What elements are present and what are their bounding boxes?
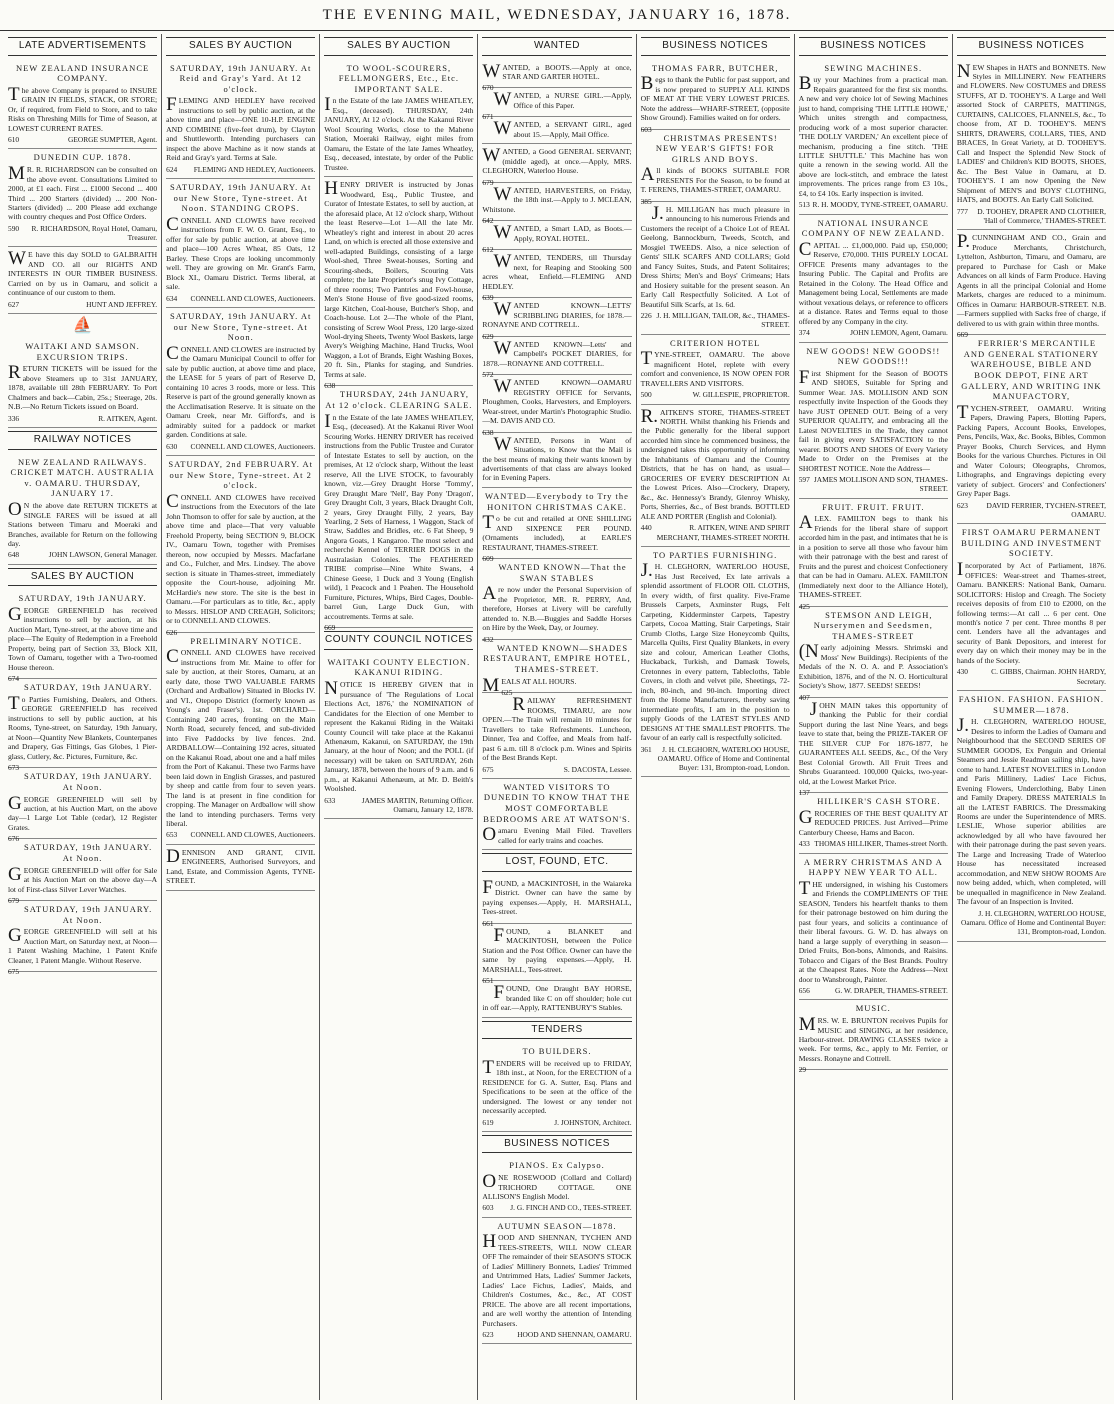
ad-body: TYCHEN-STREET, OAMARU. Writing Papers, Drawing Papers, Blotting Papers, Packing Papers, Account Books, Envelopes, Pens, Pencils, Wax, &c. Books, Bibles, Common Prayer Books, Church Services, and Hymn Books for the various Churches. Pictures in Oil and Water Colours; Oleographs, Chromos, Lithographs, and Engravings depicting every variety of subject. Grocers' and Confectioners' Grey Paper Bags. <box>956 401 1106 499</box>
advertisement <box>482 337 632 380</box>
section-heading: SALES BY AUCTION <box>8 568 157 587</box>
ad-signature <box>166 165 315 174</box>
ad-number: 572 <box>482 370 494 380</box>
ad-body: TYNE-STREET, OAMARU. The above magnificent Hotel, replete with every comfort and convenience, IS NOW OPEN FOR TRAVELLERS AND VISITORS. <box>640 348 790 388</box>
ad-body: RAILWAY REFRESHMENT ROOMS, TIMARU, are now OPEN.—The Train will remain 10 minutes for Travellers to take Refreshments. Luncheon, Dinner, Tea and Coffee, and Meals from half-past 6 a.m. till 8 o'clock p.m. Wines and Spirits of the Best Brands Kept. <box>482 694 632 763</box>
ad-signature <box>799 986 948 995</box>
ad-body: GEORGE GREENFIELD will sell by auction, at his Auction Mart, on the above day—1 Large Lot Table (cedar), 12 Register Grates. <box>8 792 158 832</box>
ad-signature-text: CONNELL AND CLOWES, Auctioneers. <box>190 293 316 303</box>
ad-heading: NEW GOODS! NEW GOODS!! NEW GOODS!!! <box>806 345 941 367</box>
ad-signature-text: D. TOOHEY, DRAPER AND CLOTHIER, 'Hall of Commerce,' THAMES-STREET. <box>977 206 1106 226</box>
ad-body: (Nearly adjoining Messrs. Shrimski and Moss' New Buildings). Recipients of the Medals of the N. O. A. and P. Association's Exhibition, 1876, and of the N. O. Horticultural Society's Show, 1877. SEEDS! SEEDS! <box>798 641 948 691</box>
advertisement <box>8 454 157 565</box>
ad-number: 612 <box>482 245 494 255</box>
ad-body: J.H. CLEGHORN, WATERLOO HOUSE, Desires to inform the Ladies of Oamaru and Neighbourhood that the SECOND SERIES OF SUMMER GOODS, Ex Penguin and Oriental Steamers and Jessie Readman sailing ship, have come to hand. LATEST NOVELTIES in London and Paris Millinery, Ladies' Lace Fichus, Evening Flowers, Underclothing, Baby Linen and Family Drapery. DRESS MATERIALS In all the LATEST FABRICS. The Dressmaking Rooms are under the Superintendence of MRS. LESLIE, Whose superior abilities are acknowledged by all who have favoured her with their patronage during the past seven years. The Large and Increasing Trade of Waterloo House has necessitated increased accommodation, and NEW SHOW ROOMS Are now being added, which, when completed, will be unequalled in magnificence in New Zealand. The favour of an Inspection is Invited. <box>956 715 1106 907</box>
ad-body: Buy your Machines from a practical man. Repairs guaranteed for the first six months. A new and very choice lot of Sewing Machines just to hand, comprising 'THE LITTLE HOWE,' Which unites strength and compactness, producing work of a most superior character. 'THE DOLLY VARDEN,' An excellent piece of mechanism, producing a fine stitch. 'THE LITTLE SHUTTLE.' This Machine has won quite a renown in the sewing world. All the above are lock-stitch, and embrace the latest improvements. The prices range from £3 10s., £4, to £4 10s. Early inspection is invited. <box>798 73 948 198</box>
section-heading: SALES BY AUCTION <box>324 37 473 56</box>
ad-body: J.H. MILLIGAN has much pleasure in announcing to his numerous Friends and Customers the receipt of a Choice Lot of REAL Geelong, Bannockburn, Tweeds, Scotch, and Mosgiel TWEEDS. Also, a nice selection of Gents' SILK SCARFS AND COLLARS; Gold and Fancy Suites, Studs, and Patent Solitaires; Dress Shirts; Men's and Boys' Crimeans; Hats and Hosiery suitable for the present season. An Early Call Respectfully Solicited. A Lot of Beautiful Silk Scarfs, at 1s. 6d. <box>640 202 790 309</box>
advertisement <box>957 60 1106 231</box>
ad-body: GEORGE GREENFIELD will sell at his Auction Mart, on Saturday next, at Noon—1 Patent Washing Machine, 1 Patent Knife Cleaner, 1 Patent Mangle. Without Reserve. <box>8 925 158 965</box>
ad-body: WE have this day SOLD to GALBRAITH AND CO. all our RIGHTS AND INTERESTS IN OUR TIMBER BUSINESS. Carried on by us in Oamaru, and solicit a continuance of our custom to them. <box>8 248 158 298</box>
ad-number: 661 <box>482 918 494 928</box>
advertisement <box>640 60 790 134</box>
ad-body: WANTED, HARVESTERS, on Friday, the 18th inst.—Apply to J. MCLEAN, Whitstone. <box>482 183 632 214</box>
ad-body: Are now under the Personal Supervision of the Proprietor, MR. R. PERRY, And, therefore, Horses at Livery will be carefully attended to. N.B.—Buggies and Saddle Horses on Hire by the Week, Day, or Journey. <box>482 583 632 633</box>
ad-number: 777 <box>956 206 968 216</box>
ad-body: RETURN TICKETS will be issued for the above Steamers up to 31st JANUARY, 1878, available till 28th FEBRUARY. To Port Chalmers and back—Cabin, 25s.; Steerage, 20s. N.B.—No Return Tickets issued on Board. <box>8 362 158 412</box>
ad-body: In the Estate of the late JAMES WHEATLEY, Esq., (deceased). At the Kakanui River Wool Scouring Works. HENRY DRIVER has received instructions from the Public Trustee and Curator of Intestate Estates to sell by auction, on the premises, At 12 o'clock sharp, Without the least reserve, All the LIVE STOCK, to favourably known, viz.—Grey Draught Horse 'Tommy', Grey Draught Mare 'Nell', Bay Pony 'Dragon', Grey Draught Colt, 3 years, Black Draught Colt, 2 years, Grey Draught Filly, 2 years, Bay Yearling, 2 Sets of Harness, 1 Waggon, Stack of Straw, Saddles and Bridles, etc. 6 Fat Sheep, 9 Angora Goats, 1 Kangaroo. The most select and recherché Kennel of TERRIER DOGS in the Australasian Colonies. The FEATHERED TRIBE comprise—Nine White Swans, 4 Chinese Geese, 1 Duck and 3 Young (English wild), 1 Peacock and 1 Peahen. The Household Furniture, Pictures, Whips, Bird Cages, Double-barrel Gun, Large Duck Gun, with accoutrements. Terms at sale. <box>324 410 474 621</box>
ad-body: CONNELL AND CLOWES have received instructions from Mr. Maine to offer for sale by auction, at their Stores, Oamaru, at an early date, those TWO VALUABLE FARMS (Orchard and Ardballow) Situated in Blocks IV. and VI., Otepopo District (formerly known as Young's and Fraser's). 1st. ORCHARD—Containing 240 acres, fronting on the Main North Road, securely fenced, and sub-divided into Five Paddocks by live fences. 2nd. ARDBALLOW—Containing 192 acres, situated on the Kakanui Road, about one and a half miles from the Port of Kakanui. These two Farms have been laid down in English Grasses, and pastured by sheep and cattle from four to seven years. The land is at present in fine condition for cropping. The Manager on Ardballow will show the land to intending purchasers. Terms very liberal. <box>166 646 316 828</box>
ad-signature-text: S. DACOSTA, Lessee. <box>563 764 632 774</box>
ad-signature <box>8 224 157 243</box>
ad-signature-text: R. AITKEN, Agent. <box>98 413 158 423</box>
ad-number: 674 <box>8 674 20 684</box>
ad-signature-text: JAMES MOLLISON AND SON, THAMES-STREET. <box>813 475 948 494</box>
ad-number: 610 <box>8 135 20 145</box>
ad-body: GROCERIES OF THE BEST QUALITY AT REDUCED PRICES. Just Arrived—Prime Canterbury Cheese, Hams and Bacon. <box>798 806 948 837</box>
ad-signature <box>324 796 473 815</box>
ad-body: MEALS AT ALL HOURS. <box>482 674 577 696</box>
newspaper-masthead: THE EVENING MAIL, WEDNESDAY, JANUARY 16, 1878. <box>0 0 1114 31</box>
ad-body: WANTED, a SERVANT GIRL, aged about 15.—Apply, Mail Office. <box>493 118 632 140</box>
ad-body: Begs to thank the Public for past support, and is now prepared to SUPPLY ALL KINDS OF MEAT AT THE VERY LOWEST PRICES. Note the address—WHARF-STREET, (opposite Show Ground). Families waited on for orders. <box>640 73 790 123</box>
advertisement <box>956 230 1106 340</box>
ad-number: 669 <box>324 623 336 633</box>
ad-heading: SATURDAY, 19th JANUARY. At our New Store, Tyne-street. At Noon. STANDING CROPS. <box>170 182 312 214</box>
advertisement <box>8 60 157 150</box>
ad-body: R.AITKEN'S STORE, THAMES-STREET NORTH. Whilst thanking his Friends and the Public generally for the liberal support accorded him since he commenced business, the undersigned takes this opportunity of informing the Inhabitants of Oamaru and the Country Districts, that he has on hand, as usual—GROCERIES OF EVERY DESCRIPTION At the Lowest Prices. Also—Crockery, Drapery, &c., &c. Hennessy's Brandy, Glenroy Whisky, Ports, Sherries, &c., of Best brands. BOTTLED ALE AND PORTER (English and Colonial). <box>640 405 790 521</box>
section-heading: SALES BY AUCTION <box>166 37 315 56</box>
ad-body: The above Company is prepared to INSURE GRAIN IN FIELDS, STACK, OR STORE; Or, if required, from Field to Store, and to take Risks on Threshing Mills for Time of Season, at LOWEST CURRENT RATES. <box>8 83 158 133</box>
advertisement <box>324 386 474 633</box>
ad-number: 624 <box>166 164 178 174</box>
advertisement-columns <box>4 34 1110 1400</box>
ad-body: Incorporated by Act of Parliament, 1876. OFFICES: Wear-street and Thames-street, Oamaru. BANKERS: National Bank, Oamaru. SOLICITORS: Hislop and Creagh. The Society receives deposits of from £10 to £2000, on the following terms:—At call ... 6 per cent. One month's notice 7 per cent. Three months 8 per cent. Lenders have all the advantages and security of Bank Depositors, and interest for every day on which their money may be in the hands of the Society. <box>956 559 1106 665</box>
ad-body: Oamaru Evening Mail Filed. Travellers called for early trains and coaches. <box>482 824 632 846</box>
advertisement <box>799 343 948 499</box>
advertisement <box>798 698 948 798</box>
ad-heading: PIANOS. Ex Calypso. <box>509 1160 605 1171</box>
advertisement <box>641 547 790 778</box>
advertisement <box>799 215 948 343</box>
ad-signature-text: DAVID FERRIER, TYCHEN-STREET, OAMARU. <box>986 500 1106 519</box>
advertisement <box>482 693 631 779</box>
ad-heading: WAITAKI AND SAMSON. EXCURSION TRIPS. <box>25 341 140 362</box>
advertisement <box>8 679 158 773</box>
ad-heading: CRITERION HOTEL <box>669 337 761 348</box>
ad-signature-text: JAMES MARTIN, Returning Officer. Oamaru, January 12, 1878. <box>361 795 474 815</box>
ad-body: WANTED, a NURSE GIRL.—Apply, Office of this Paper. <box>493 89 632 111</box>
ad-number: 629 <box>482 331 494 341</box>
ad-number: 676 <box>8 834 20 844</box>
advertisement <box>482 221 632 255</box>
advertisement <box>798 607 948 702</box>
ad-signature <box>166 294 315 303</box>
ad-heading: SEWING MACHINES. <box>824 62 923 73</box>
newspaper-column <box>637 34 795 1400</box>
ad-number: 642 <box>482 216 494 226</box>
ad-signature <box>957 667 1106 686</box>
ad-number: 638 <box>324 381 336 391</box>
ad-signature-text: GEORGE SUMPTER, Agent. <box>68 135 158 145</box>
ad-number: 679 <box>8 896 20 906</box>
ad-body: WANTED, TENDERS, till Thursday next, for Reaping and Stooking 500 acres wheat, Enfield.—FLEMING AND HEDLEY. <box>482 251 632 291</box>
ad-signature <box>482 1330 631 1339</box>
ad-number: 597 <box>798 475 810 485</box>
ad-signature <box>482 1203 631 1212</box>
section-heading: BUSINESS NOTICES <box>799 37 948 56</box>
ad-body: WANTED, a Good GENERAL SERVANT; (middle aged), at once.—Apply, MRS. CLEGHORN, Waterloo House. <box>482 145 632 176</box>
ad-number: 625 <box>501 688 513 698</box>
advertisement <box>798 1000 948 1075</box>
ad-signature <box>482 765 631 774</box>
ad-heading: NATIONAL INSURANCE COMPANY OF NEW ZEALAND. <box>801 217 945 239</box>
ad-heading: FASHION. FASHION. FASHION. SUMMER—1878. <box>958 693 1105 715</box>
ad-body: NEW Shapes in HATS and BONNETS. New Styles in MILLINERY. New FEATHERS and FLOWERS. New COSTUMES and DRESS STUFFS, AT D. TOOHEY'S. A Large and Well assorted Stock of CARPETS, MATTINGS, CURTAINS, CALICOES, FLANNELS, &c., To choose from, AT D. TOOHEY'S. MEN'S SHIRTS, DRAWERS, COLLARS, TIES, AND BRACES, In Great Variety, at D. TOOHEY'S. Call and Inspect the Splendid New Stock of LADIES' and Children's KID BOOTS, SHOES, &c. The Best Value in Oamaru, at D. TOOHEY'S. I am now Opening the New Shipment of MEN'S and BOYS' CLOTHING, HATS, and BOOTS. An Early Call Solicited. <box>956 60 1106 205</box>
section-heading: TENDERS <box>482 1021 631 1040</box>
advertisement <box>482 924 632 986</box>
ad-heading: FIRST OAMARU PERMANENT BUILDING AND INVESTMENT SOCIETY. <box>961 527 1102 559</box>
ad-heading: FERRIER'S MERCANTILE AND GENERAL STATIONERY WAREHOUSE, BIBLE AND BOOK DEPOT, FINE ART GALLERY, AND WRITING INK MANUFACTORY, <box>961 338 1102 402</box>
ad-signature <box>8 135 157 144</box>
ad-signature-text: G. W. DRAPER, THAMES-STREET. <box>834 986 948 996</box>
ad-number: 656 <box>798 986 810 996</box>
newspaper-column <box>4 34 162 1400</box>
ad-number: 648 <box>8 550 20 560</box>
section-heading: COUNTY COUNCIL NOTICES <box>324 631 473 650</box>
ad-body: JOHN MAIN takes this opportunity of thanking the Public for their cordial Support during the last Nine Years, and begs leave to state that, being the PRIZE-TAKER OF THE SILVER CUP For 1876-1877, he GUARANTEES ALL SEEDS, &c., Of the Very Best Colonial Growth. All Fruit Trees and Shrubs Guaranteed. 100,000 Quicks, two-year-old, at the Lowest Market Price. <box>798 698 948 786</box>
ad-number: 603 <box>482 1203 494 1213</box>
ad-number: 651 <box>482 976 494 986</box>
ad-signature <box>166 830 315 839</box>
ad-body: WANTED, a Smart LAD, as Boots.—Apply, ROYAL HOTEL. <box>493 222 632 244</box>
newspaper-column <box>320 34 478 1400</box>
advertisement <box>482 183 632 226</box>
ad-heading: THOMAS FARR, BUTCHER, <box>651 62 779 73</box>
ad-body: CAPITAL ... £1,000,000. Paid up, £50,000; Reserve, £70,000. THIS PURELY LOCAL OFFICE Presents many advantages to the Insuring Public. The Capital and Profits are Retained in the Colony. The Head Office and Management being Local, Settlements are made without vexatious delays, or reference to officers at a distance. Rates and Terms equal to those offered by any Company in the city. <box>798 238 948 326</box>
ad-number: 590 <box>8 223 20 233</box>
ad-heading: AUTUMN SEASON—1878. <box>497 1220 617 1231</box>
advertisement <box>482 1157 631 1217</box>
ad-number: 29 <box>798 1065 807 1075</box>
ad-heading: WANTED—Everybody to Try the HONITON CHRISTMAS CAKE. <box>485 490 629 512</box>
ad-body: ALEX. FAMILTON begs to thank his Friends for the liberal share of support accorded him in the past, and intimates that he is in a position to serve all those who favour him with their patronage with the best and rarest of Fruits and the purest and choicest Confectionery that can be had in Oamaru. ALEX. FAMILTON (Immediately next door to the Alliance Hotel), THAMES-STREET. <box>798 512 948 600</box>
advertisement <box>799 793 948 853</box>
advertisement <box>482 375 632 437</box>
ad-signature-text: J. H. MILLIGAN, TAILOR, &c., THAMES-STREET. <box>656 311 790 330</box>
ad-signature-text: THOMAS HILLIKER, Thames-street North. <box>814 839 948 849</box>
ad-number: 500 <box>640 390 652 400</box>
advertisement <box>8 768 158 844</box>
advertisement <box>482 250 632 303</box>
ad-heading: WANTED KNOWN—SHADES RESTAURANT, EMPIRE HOTEL, THAMES-STREET. <box>483 642 631 675</box>
ad-number: 226 <box>640 311 652 321</box>
ad-signature-text: J. JOHNSTON, Architect. <box>554 1117 632 1127</box>
advertisement <box>482 488 632 564</box>
ad-signature-text: J. H. CLEGHORN, WATERLOO HOUSE, Oamaru. Office of Home and Continental Buyer: 131, Brompton-road, London. <box>961 908 1106 937</box>
ad-signature <box>799 328 948 337</box>
ad-number: 374 <box>798 328 810 338</box>
advertisement <box>482 981 631 1017</box>
ad-body: DENNISON AND GRANT, CIVIL ENGINEERS, Authorised Surveyors, and Land, Estate, and Commission Agents, TYNE-STREET. <box>166 845 316 886</box>
ad-heading: SATURDAY, 19th JANUARY. At Noon. <box>24 842 153 864</box>
ad-heading: TO PARTIES FURNISHING. <box>653 549 778 560</box>
ad-number: 634 <box>166 293 178 303</box>
ad-body: ONE ROSEWOOD (Collard and Collard) TRICHORD COTTAGE. ONE ALLISON'S English Model. <box>482 1171 632 1201</box>
ad-body: To Parties Furnishing, Dealers, and Others. GEORGE GREENFIELD has received instructions to sell by public auction, at his Rooms, Tyne-street, on Saturday, 19th January, at Noon—Quantity New Blankets, Counterpanes and Drapery, Gas Fittings, Gas Globes, 1 Pier-glass, Cutlery, &c. Pictures, Furniture, &c. <box>8 692 158 761</box>
advertisement <box>640 130 790 206</box>
ad-heading: WANTED KNOWN—That the SWAN STABLES <box>498 562 627 583</box>
advertisement <box>482 433 631 488</box>
ad-body: HENRY DRIVER is instructed by Jonas Woodward, Esq., Public Trustee, and Curator of Intestate Estates, to sell by auction, at the aforesaid place, At 12 o'clock sharp, Without the least Reserve—Lot 1—All the late Mr. Wheatley's right and interest in about 20 acres Land, on which is erected all those extensive and well-adapted Buildings, consisting of a large Wool-shed, Three Sweat-houses, Sorting and Scouring-sheds, Boilers, Scouring Vats complete; the late Proprietor's snug Ivy Cottage, of three rooms; Two Pantries and Fowl-house, Men's Stone House of five good-sized rooms, large Kitchen, Coal-house, Butcher's Shop, and Coach-house. Lot 2—The whole of the Plant, consisting of Screw Wool Press, 120 large-sized Wool-drying Sheets, Twenty Wool Baskets, large Avery's Weighing Machine, Hand Trucks, Wool Waggon, a Lot of Brands, Eight Washing Boxes, 20 ft. Sin., Planks for staging, and Sundries. Terms at sale. <box>324 178 474 379</box>
ad-heading: NEW ZEALAND INSURANCE COMPANY. <box>15 62 150 84</box>
ad-signature-text: HUNT AND JEFFREY. <box>86 299 158 309</box>
ad-signature-text: JOHN LEMON, Agent, Oamaru. <box>850 328 948 338</box>
ad-signature <box>799 839 948 848</box>
ad-number: 669 <box>956 330 968 340</box>
ad-body: FOUND, a MACKINTOSH, in the Waiareka District. Owner can have the same by paying expenses.—Apply, H. MARSHALL, Tees-street. <box>482 876 632 917</box>
ad-body: GEORGE GREENFIELD will offer for Sale at his Auction Mart on the above day—A lot of First-class Silver Lever Watches. <box>8 863 158 894</box>
ad-body: WANTED, Persons in Want of Situations, to Know that the Mail is the best means of making their wants known by advertisements of that class are always looked for in Evening Papers. <box>482 433 632 483</box>
advertisement <box>482 1218 631 1345</box>
ad-number: 627 <box>8 299 20 309</box>
ad-signature-text: FLEMING AND HEDLEY, Auctioneers. <box>193 164 316 174</box>
advertisement <box>482 876 632 928</box>
ad-heading: SATURDAY, 19th JANUARY. At Reid and Gray's Yard. At 12 o'clock. <box>170 62 312 94</box>
ad-number: 638 <box>482 427 494 437</box>
ad-signature <box>957 501 1106 520</box>
ad-body: All kinds of BOOKS SUITABLE FOR PRESENTS For the Season, to be found at T. FERENS, THAMES-STREET, OAMARU. <box>640 164 790 195</box>
ad-body: CONNELL AND CLOWES have received instructions from F. W. O. Grant, Esq., to offer for sale by public auction, at above time and place—100 Acres Wheat, 85 Oats, 12 Barley. These Crops are looking uncommonly well. They are growing on Mr. Grant's Farm, Block XI., Oamaru District. Terms liberal, at sale. <box>166 213 316 292</box>
ad-signature <box>641 390 790 399</box>
ad-heading: NEW ZEALAND RAILWAYS. CRICKET MATCH. AUSTRALIA v. OAMARU. THURSDAY, JANUARY 17. <box>10 456 155 499</box>
ad-signature-text: HOOD AND SHENNAN, OAMARU. <box>517 1330 632 1340</box>
ad-heading: CHRISTMAS PRESENTS! NEW YEAR'S GIFTS! FOR GIRLS AND BOYS. <box>655 132 778 164</box>
ad-heading: STEMSON AND LEIGH, Nurserymen and Seedsmen, THAMES-STREET <box>813 609 933 641</box>
ad-number: 626 <box>166 627 178 637</box>
ad-body: WANTED, a BOOTS.—Apply at once, STAR AND GARTER HOTEL. <box>482 60 632 82</box>
ad-body: GEORGE GREENFIELD has received instructions to sell by auction, at his Auction Mart, Tyne-street, at the above time and place—The Equity of Redemption in a Freehold Property, being part of Section 33, Block XII, Town of Oamaru, together with a Two-roomed House thereon. <box>8 603 158 672</box>
ad-body: WANTED KNOWN—OAMARU REGISTRY OFFICE for Servants, Ploughmen, Cooks, Harvesters, and Employers. Wear-street, under Martin's Photographic Studio.—M. DAVIS AND CO. <box>482 376 632 426</box>
ad-heading: PRELIMINARY NOTICE. <box>190 635 303 646</box>
ad-number: 623 <box>956 500 968 510</box>
advertisement <box>482 779 631 850</box>
section-heading: LOST, FOUND, ETC. <box>482 853 631 872</box>
advertisement <box>324 60 473 178</box>
ad-number: 673 <box>8 763 20 773</box>
advertisement <box>482 88 632 122</box>
ad-number: 623 <box>482 1330 494 1340</box>
ad-signature <box>799 200 948 209</box>
ad-heading: WANTED VISITORS TO DUNEDIN TO KNOW THAT THE MOST COMFORTABLE BEDROOMS ARE AT WATSON'S. <box>483 781 631 824</box>
advertisement <box>482 117 631 144</box>
ad-heading: THURSDAY, 24th JANUARY, At 12 o'clock. CLEARING SALE. <box>325 389 473 411</box>
section-heading: LATE ADVERTISEMENTS <box>8 37 157 56</box>
ad-heading: SATURDAY, 19th JANUARY. At our New Store, Tyne-street. At Noon. <box>170 311 312 343</box>
ad-body: To be cut and retailed at ONE SHILLING AND SIXPENCE PER POUND. (Ornaments included), at EARLE'S RESTAURANT, THAMES-STREET. <box>482 512 632 552</box>
advertisement <box>8 338 157 428</box>
ad-number: 513 <box>798 200 810 210</box>
ship-icon: ⛵ <box>72 317 93 335</box>
ad-heading: TO BUILDERS. <box>522 1046 592 1057</box>
ad-heading: DUNEDIN CUP. 1878. <box>33 152 132 163</box>
ad-body: ON the above date RETURN TICKETS at SINGLE FARES will be issued at all Stations between Timaru and Moeraki and Branches, available for Return on the following day. <box>8 499 158 548</box>
advertisement <box>957 524 1106 691</box>
ad-body: First Shipment for the Season of BOOTS AND SHOES, Suitable for Spring and Summer Wear. JAS. MOLLISON AND SON respectfully invite Inspection of the Goods they have JUST OPENED OUT. Being of a very SUPERIOR QUALITY, and embracing all the Latest NOVELTIES in the Trade, they cannot fail in giving every SATISFACTION to the wearer. BOOTS AND SHOES Of Every Variety Made to Order on the Premises at the SHORTEST NOTICE. Note the Address— <box>798 366 948 473</box>
advertisement <box>482 144 632 187</box>
advertisement <box>482 298 632 341</box>
ad-signature-text: CONNELL AND CLOWES, Auctioneers. <box>190 441 316 451</box>
advertisement <box>166 179 315 308</box>
ad-signature <box>482 1118 631 1127</box>
ad-signature-text: J. G. FINCH AND CO., TEES-STREET. <box>510 1203 632 1213</box>
ad-body: In the Estate of the late JAMES WHEATLEY, Esq., (deceased). THURSDAY, 24th JANUARY, At 12 o'clock. At the Kakanui River Wool Scouring Works, close to the Maheno Station, Moeraki Railway, eight miles from Oamaru, the Estate of the late James Wheatley, Esq., deceased, intestate, by order of the Public Trustee. <box>324 94 474 172</box>
ad-body: FOUND, One Draught BAY HORSE, branded like C on off shoulder; hole cut in off ear.—Apply, RATTENBURY'S Stables. <box>482 982 632 1013</box>
ad-body: P.CUNNINGHAM AND CO., Grain and Produce Merchants, Christchurch, Lyttelton, Ashburton, Timaru, and Oamaru, are prepared to Purchase for Cash or Make Advances on all kinds of Farm Produce. Having Agents in all the principal Colonial and Home Markets, charges are reduced to a minimum. Offices in Oamaru: HARBOUR-STREET. N.B.—Farmers supplied with Sacks free of charge, if delivered to us with grain within three months. <box>956 231 1106 328</box>
ad-heading: SATURDAY, 2nd FEBRUARY. At our New Store, Tyne-street. At 2 o'clock. <box>168 458 314 491</box>
ad-number: 137 <box>798 788 810 798</box>
ad-body: CONNELL AND CLOWES are instructed by the Oamaru Municipal Council to offer for sale by public auction, at above time and place, the LEASE for 5 years of part of Reserve D, containing 10 acres 3 roods, more or less. This Reserve is part of the ground generally known as the Acclimatisation Reserve. It is situate on the Oamaru Creek, near Mr. Gifford's, and is admirably suited for a paddock or market garden. Conditions at sale. <box>166 342 316 440</box>
advertisement <box>166 308 315 456</box>
advertisement <box>166 456 316 637</box>
ad-body: FOUND, a BLANKET and MACKINTOSH, between the Police Station and the Post Office. Owner can have the same by paying expenses.—Apply, H. MARSHALL, Tees-street. <box>482 924 632 974</box>
newspaper-column <box>162 34 320 1400</box>
advertisement <box>482 640 631 698</box>
advertisement <box>957 691 1106 942</box>
ad-signature <box>957 207 1106 226</box>
section-heading: BUSINESS NOTICES <box>957 37 1106 56</box>
ad-heading: SATURDAY, 19th JANUARY. <box>24 682 153 693</box>
ad-number: 432 <box>482 634 494 644</box>
ad-number: 619 <box>482 1117 494 1127</box>
advertisement <box>166 633 315 845</box>
ad-number: 653 <box>166 830 178 840</box>
ad-body: J.H. CLEGHORN, WATERLOO HOUSE, Has Just Received, Ex late arrivals a splendid assortment of FLOOR OIL CLOTHS, In every width, of first quality. Five-Frame Brussels Carpets, Axminster Rugs, Felt Carpeting, Kidderminster Carpets, Tapestry Carpets, Cocoa Matting, Stair Carpetings, Stair Crumb Cloths, Large Size Honeycomb Quilts, Marcella Quilts, First Quality Blankets, in every size and colour, American Leather Cloths, Huckaback, Turkish, and Damask Towels, Cretonnes in every pattern, Tablecloths, Table Covers, in cloth and velvet pile, Sheetings, 72-inch, 80-inch, and 90-inch. Importing direct from the Home Manufacturers, thereby saving intermediate profits, I am in the position to supply Goods of the LATEST STYLES AND DESIGNS AT THE SMALLEST PROFITS. The favour of an early call is respectfully solicited. <box>640 560 790 743</box>
advertisement <box>8 839 158 906</box>
ad-signature <box>957 909 1106 937</box>
ad-number: 440 <box>640 523 652 533</box>
ad-body: CONNELL AND CLOWES have received instructions from the Executors of the late John Thomson to offer for sale by auction, at the above time and place—That very valuable Freehold Property, being SECTION 9, BLOCK IV., Oamaru Town, together with Premises thereon, now occupied by Messrs. Macfarlane and Co., Fulcher, and Mrs. Lindsey. The above section is situate in Thames-street, immediately opposite the Court-house, adjoining Mr. McHardie's new store. The site is the best in Oamaru.—For particulars as to title, &c., apply to Messrs. HISLOP AND CREAGH, Solicitors; or to CONNELL AND CLOWES. <box>166 490 316 626</box>
advertisement <box>166 60 315 180</box>
ad-heading: FRUIT. FRUIT. FRUIT. <box>822 501 925 512</box>
newspaper-column <box>795 34 953 1400</box>
ad-number: 433 <box>798 839 810 849</box>
section-heading: WANTED <box>482 37 631 56</box>
ad-number: 407 <box>798 692 810 702</box>
section-heading: BUSINESS NOTICES <box>641 37 790 56</box>
advertisement <box>166 845 315 891</box>
ad-signature-text: R. RICHARDSON, Royal Hotel, Oamaru, Treasurer. <box>31 223 158 243</box>
ad-signature <box>641 745 790 773</box>
newspaper-column <box>953 34 1110 1400</box>
ad-signature <box>799 475 948 494</box>
ad-signature-text: W. GILLESPIE, PROPRIETOR. <box>692 390 790 400</box>
ad-signature <box>8 300 157 309</box>
ad-body: HOOD AND SHENNAN, TYCHEN AND TEES-STREETS, WILL NOW CLEAR OFF The remainder of their SEASON'S STOCK of Ladies' Millinery Bonnets, Ladies' Trimmed and Untrimmed Hats, Ladies' Summer Jackets, Ladies' Lace Fichus, Ladies', Maids, and Children's Costumes, &c., &c., AT COST PRICE. The above are all recent importations, and are well worthy the attention of Intending Purchasers. <box>482 1231 632 1328</box>
ad-number: 603 <box>640 124 652 134</box>
ad-number: 430 <box>956 667 968 677</box>
advertisement <box>799 60 948 215</box>
ad-number: 425 <box>798 601 810 611</box>
ad-number: 336 <box>8 413 20 423</box>
section-heading: RAILWAY NOTICES <box>8 431 157 450</box>
ad-number: 679 <box>482 177 494 187</box>
advertisement <box>8 149 157 247</box>
ad-number: 630 <box>166 441 178 451</box>
newspaper-column <box>478 34 636 1400</box>
ad-heading: SATURDAY, 19th JANUARY. At Noon. <box>24 771 153 792</box>
ad-heading: HILLIKER'S CASH STORE. <box>817 796 941 807</box>
advertisement <box>641 202 790 335</box>
ad-number: 670 <box>482 83 494 93</box>
ad-number: 361 <box>640 744 652 754</box>
advertisement <box>641 405 790 547</box>
ad-number: 385 <box>640 196 652 206</box>
ad-heading: SATURDAY, 19th JANUARY. At Noon. <box>24 904 153 925</box>
ad-body: TENDERS will be received up to FRIDAY, 18th inst., at Noon, for the ERECTION of a RESIDENCE for G. A. Sutter, Esq. Plans and Specifications to be seen at the office of the undersigned. The lowest or any tender not necessarily accepted. <box>482 1056 632 1116</box>
ad-number: 609 <box>482 554 494 564</box>
advertisement <box>641 335 790 405</box>
ad-number: 671 <box>482 112 494 122</box>
advertisement <box>482 60 632 93</box>
ad-body: FLEMING AND HEDLEY have received instructions to sell by public auction, at the above time and place—ONE 10-H.P. ENGINE AND COMBINE (five-feet drum), by Clayton and Shuttleworth. Intending purchasers can inspect the above Machine as it now stands at Reid and Gray's yard. Terms at Sale. <box>166 94 316 163</box>
ad-signature <box>8 414 157 423</box>
ad-body: NOTICE IS HEREBY GIVEN that in pursuance of 'The Regulations of Local Elections Act, 1876,' the NOMINATION of Candidates for the Election of one Member to represent the Kakanui Riding in the Waitaki County Council will take place at the Kakanui Athenæum, Kakanui, on SATURDAY, the 19th January, at the hour of Noon; and the POLL (if necessary) will be taken on SATURDAY, 26th January, 1878, between the hours of 9 a.m. and 6 p.m., at Kakanui Athenæum, at Mr. D. Beith's Woolshed. <box>324 678 474 794</box>
ad-signature-text: JOHN LAWSON, General Manager. <box>48 550 158 560</box>
advertisement <box>324 177 474 391</box>
section-heading: BUSINESS NOTICES <box>482 1135 631 1154</box>
ad-number: 639 <box>482 293 494 303</box>
ad-heading: TO WOOL-SCOURERS, FELLMONGERS, Etc., Etc. IMPORTANT SALE. <box>338 62 459 94</box>
advertisement <box>799 854 948 1001</box>
ad-number: 675 <box>482 764 494 774</box>
advertisement <box>957 335 1106 524</box>
ad-signature-text: R. H. MOODY, TYNE-STREET, OAMARU. <box>812 200 948 210</box>
ad-heading: SATURDAY, 19th JANUARY. <box>18 593 147 604</box>
ad-heading: WAITAKI COUNTY ELECTION. KAKANUI RIDING. <box>327 656 471 678</box>
ad-signature-text: CONNELL AND CLOWES, Auctioneers. <box>190 830 316 840</box>
advertisement <box>8 901 158 977</box>
ad-signature <box>641 311 790 330</box>
advertisement <box>482 559 632 644</box>
ad-signature <box>8 550 157 559</box>
ad-body: WANTED KNOWN—Letts' and Campbell's POCKET DIARIES, for 1878.—RONAYNE AND COTTRELL. <box>482 337 632 368</box>
ad-heading: MUSIC. <box>855 1003 891 1014</box>
ad-body: MR. R. RICHARDSON can be consulted on the above event. Consultations Limited to 2000, at £1 each. First ... £1000 Second ... 400 Third ... 200 Starters (divided) ... 200 Non-Starters (divided) ... 200 Please add exchange with country cheques and Post Office Orders. <box>8 163 158 222</box>
ad-body: WANTED KNOWN—LETTS' SCRIBBLING DIARIES, for 1878.—RONAYNE AND COTTRELL. <box>482 299 632 330</box>
advertisement <box>798 499 948 611</box>
ad-number: 633 <box>324 795 336 805</box>
advertisement <box>324 654 473 820</box>
ad-signature <box>166 442 315 451</box>
ad-number: 675 <box>8 967 20 977</box>
ad-signature <box>641 523 790 542</box>
advertisement <box>8 590 158 684</box>
ad-signature-text: J. H. CLEGHORN, WATERLOO HOUSE, OAMARU. Office of Home and Continental Buyer: 131, Brompton-road, London. <box>657 744 790 773</box>
ad-body: MRS. W. E. BRUNTON receives Pupils for MUSIC and SINGING, at her residence, Harbour-street. DRAWING CLASSES twice a week. For terms, &c., apply to Mr. Ferrier, or Messrs. Ronayne and Cottrell. <box>798 1014 948 1063</box>
advertisement <box>8 247 157 314</box>
ad-signature-text: R. AITKEN, WINE AND SPIRIT MERCHANT, THAMES-STREET NORTH. <box>656 523 790 542</box>
ad-signature-text: C. GIBBS, Chairman. JOHN HARDY, Secretary. <box>991 667 1106 686</box>
advertisement <box>482 1043 631 1132</box>
ad-body: THE undersigned, in wishing his Customers and Friends the COMPLIMENTS OF THE SEASON, Tenders his heartfelt thanks to them for their patronage bestowed on him during the past four years, and solicits a continuance of their liberal favours. G. W. D. has always on hand a large supply of everything in season—Dried Fruits, Bon-bons, Almonds, and Raisins. Tobacco and Cigars of the Best Brands. Poultry at the Cheapest Rates. Note the Address—Next door to Wansbrough, Painter. <box>798 877 948 984</box>
ad-heading: A MERRY CHRISTMAS AND A HAPPY NEW YEAR TO ALL. <box>803 856 943 878</box>
